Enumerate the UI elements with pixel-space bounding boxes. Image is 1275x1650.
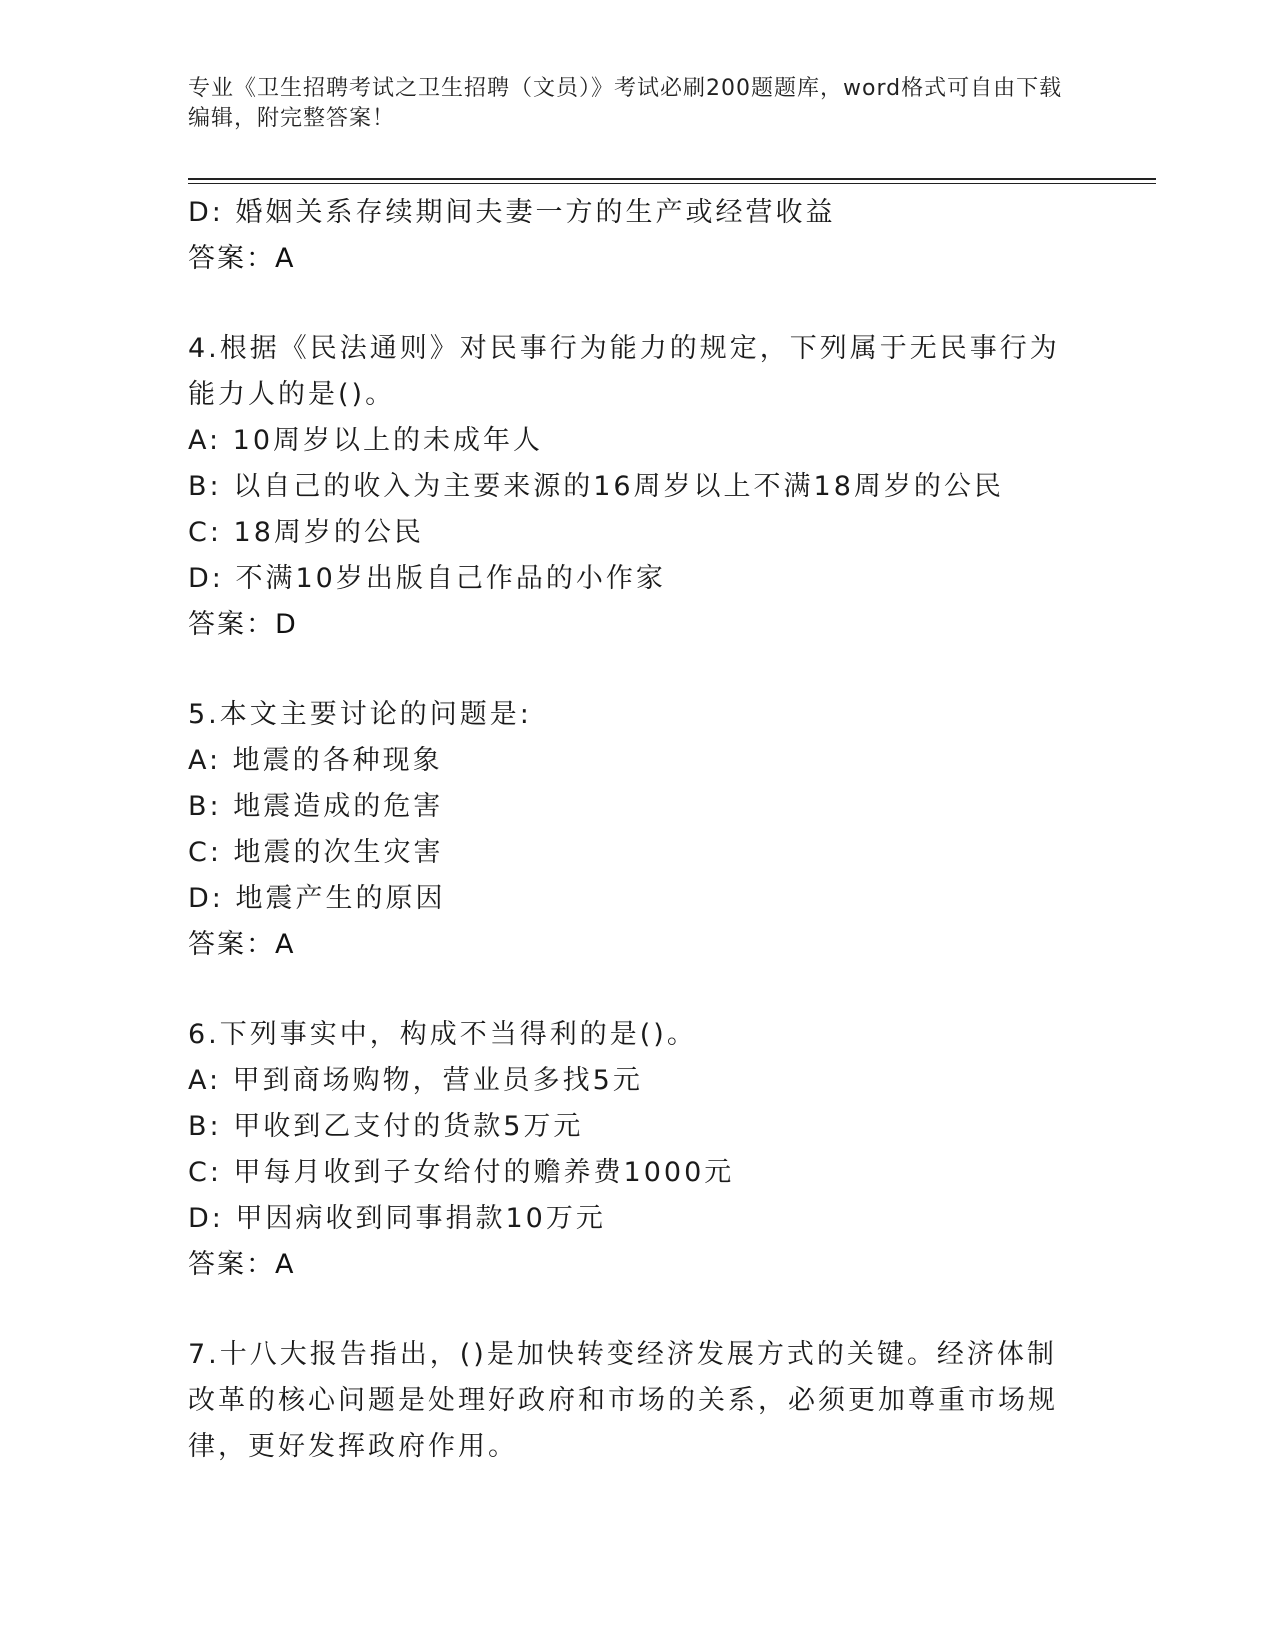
header-rule-thin: [188, 183, 1156, 184]
question-5: [188, 692, 1068, 968]
header-rule-thick: [188, 178, 1156, 180]
option-c: C: 18周岁的公民: [188, 517, 424, 548]
question-stem: 7.十八大报告指出，()是加快转变经济发展方式的关键。经济体制改革的核心问题是处理好政府和市场的关系，必须更加尊重市场规律，更好发挥政府作用。: [188, 1339, 1058, 1462]
question-4: [188, 326, 1068, 648]
question-stem: 5.本文主要讨论的问题是:: [188, 699, 532, 730]
option-a: A: 甲到商场购物，营业员多找5元: [188, 1065, 643, 1096]
option-d: D: 不满10岁出版自己作品的小作家: [188, 563, 666, 594]
answer-line: 答案：A: [188, 243, 296, 274]
question-6: [188, 1012, 1068, 1288]
question-list: [188, 190, 1068, 1470]
page-header: 专业《卫生招聘考试之卫生招聘（文员）》考试必刷200题题库，word格式可自由下载编辑，附完整答案！: [188, 76, 1063, 131]
question-stem: 6.下列事实中，构成不当得利的是()。: [188, 1019, 697, 1050]
option-d: D: 甲因病收到同事捐款10万元: [188, 1203, 606, 1234]
option-a: A: 地震的各种现象: [188, 745, 443, 776]
option-c: C: 地震的次生灾害: [188, 837, 444, 868]
option-a: A: 10周岁以上的未成年人: [188, 425, 544, 456]
answer-line: 答案：D: [188, 609, 298, 640]
option-b: B: 地震造成的危害: [188, 791, 444, 822]
option-b: B: 以自己的收入为主要来源的16周岁以上不满18周岁的公民: [188, 471, 1004, 502]
answer-line: 答案：A: [188, 1249, 296, 1280]
option-d: D: 婚姻关系存续期间夫妻一方的生产或经营收益: [188, 197, 836, 228]
question-stem: 4.根据《民法通则》对民事行为能力的规定，下列属于无民事行为能力人的是()。: [188, 333, 1060, 410]
option-b: B: 甲收到乙支付的货款5万元: [188, 1111, 584, 1142]
answer-line: 答案：A: [188, 929, 296, 960]
option-d: D: 地震产生的原因: [188, 883, 446, 914]
question-7: [188, 1332, 1068, 1470]
option-c: C: 甲每月收到子女给付的赡养费1000元: [188, 1157, 735, 1188]
previous-question-tail: [188, 190, 1068, 282]
